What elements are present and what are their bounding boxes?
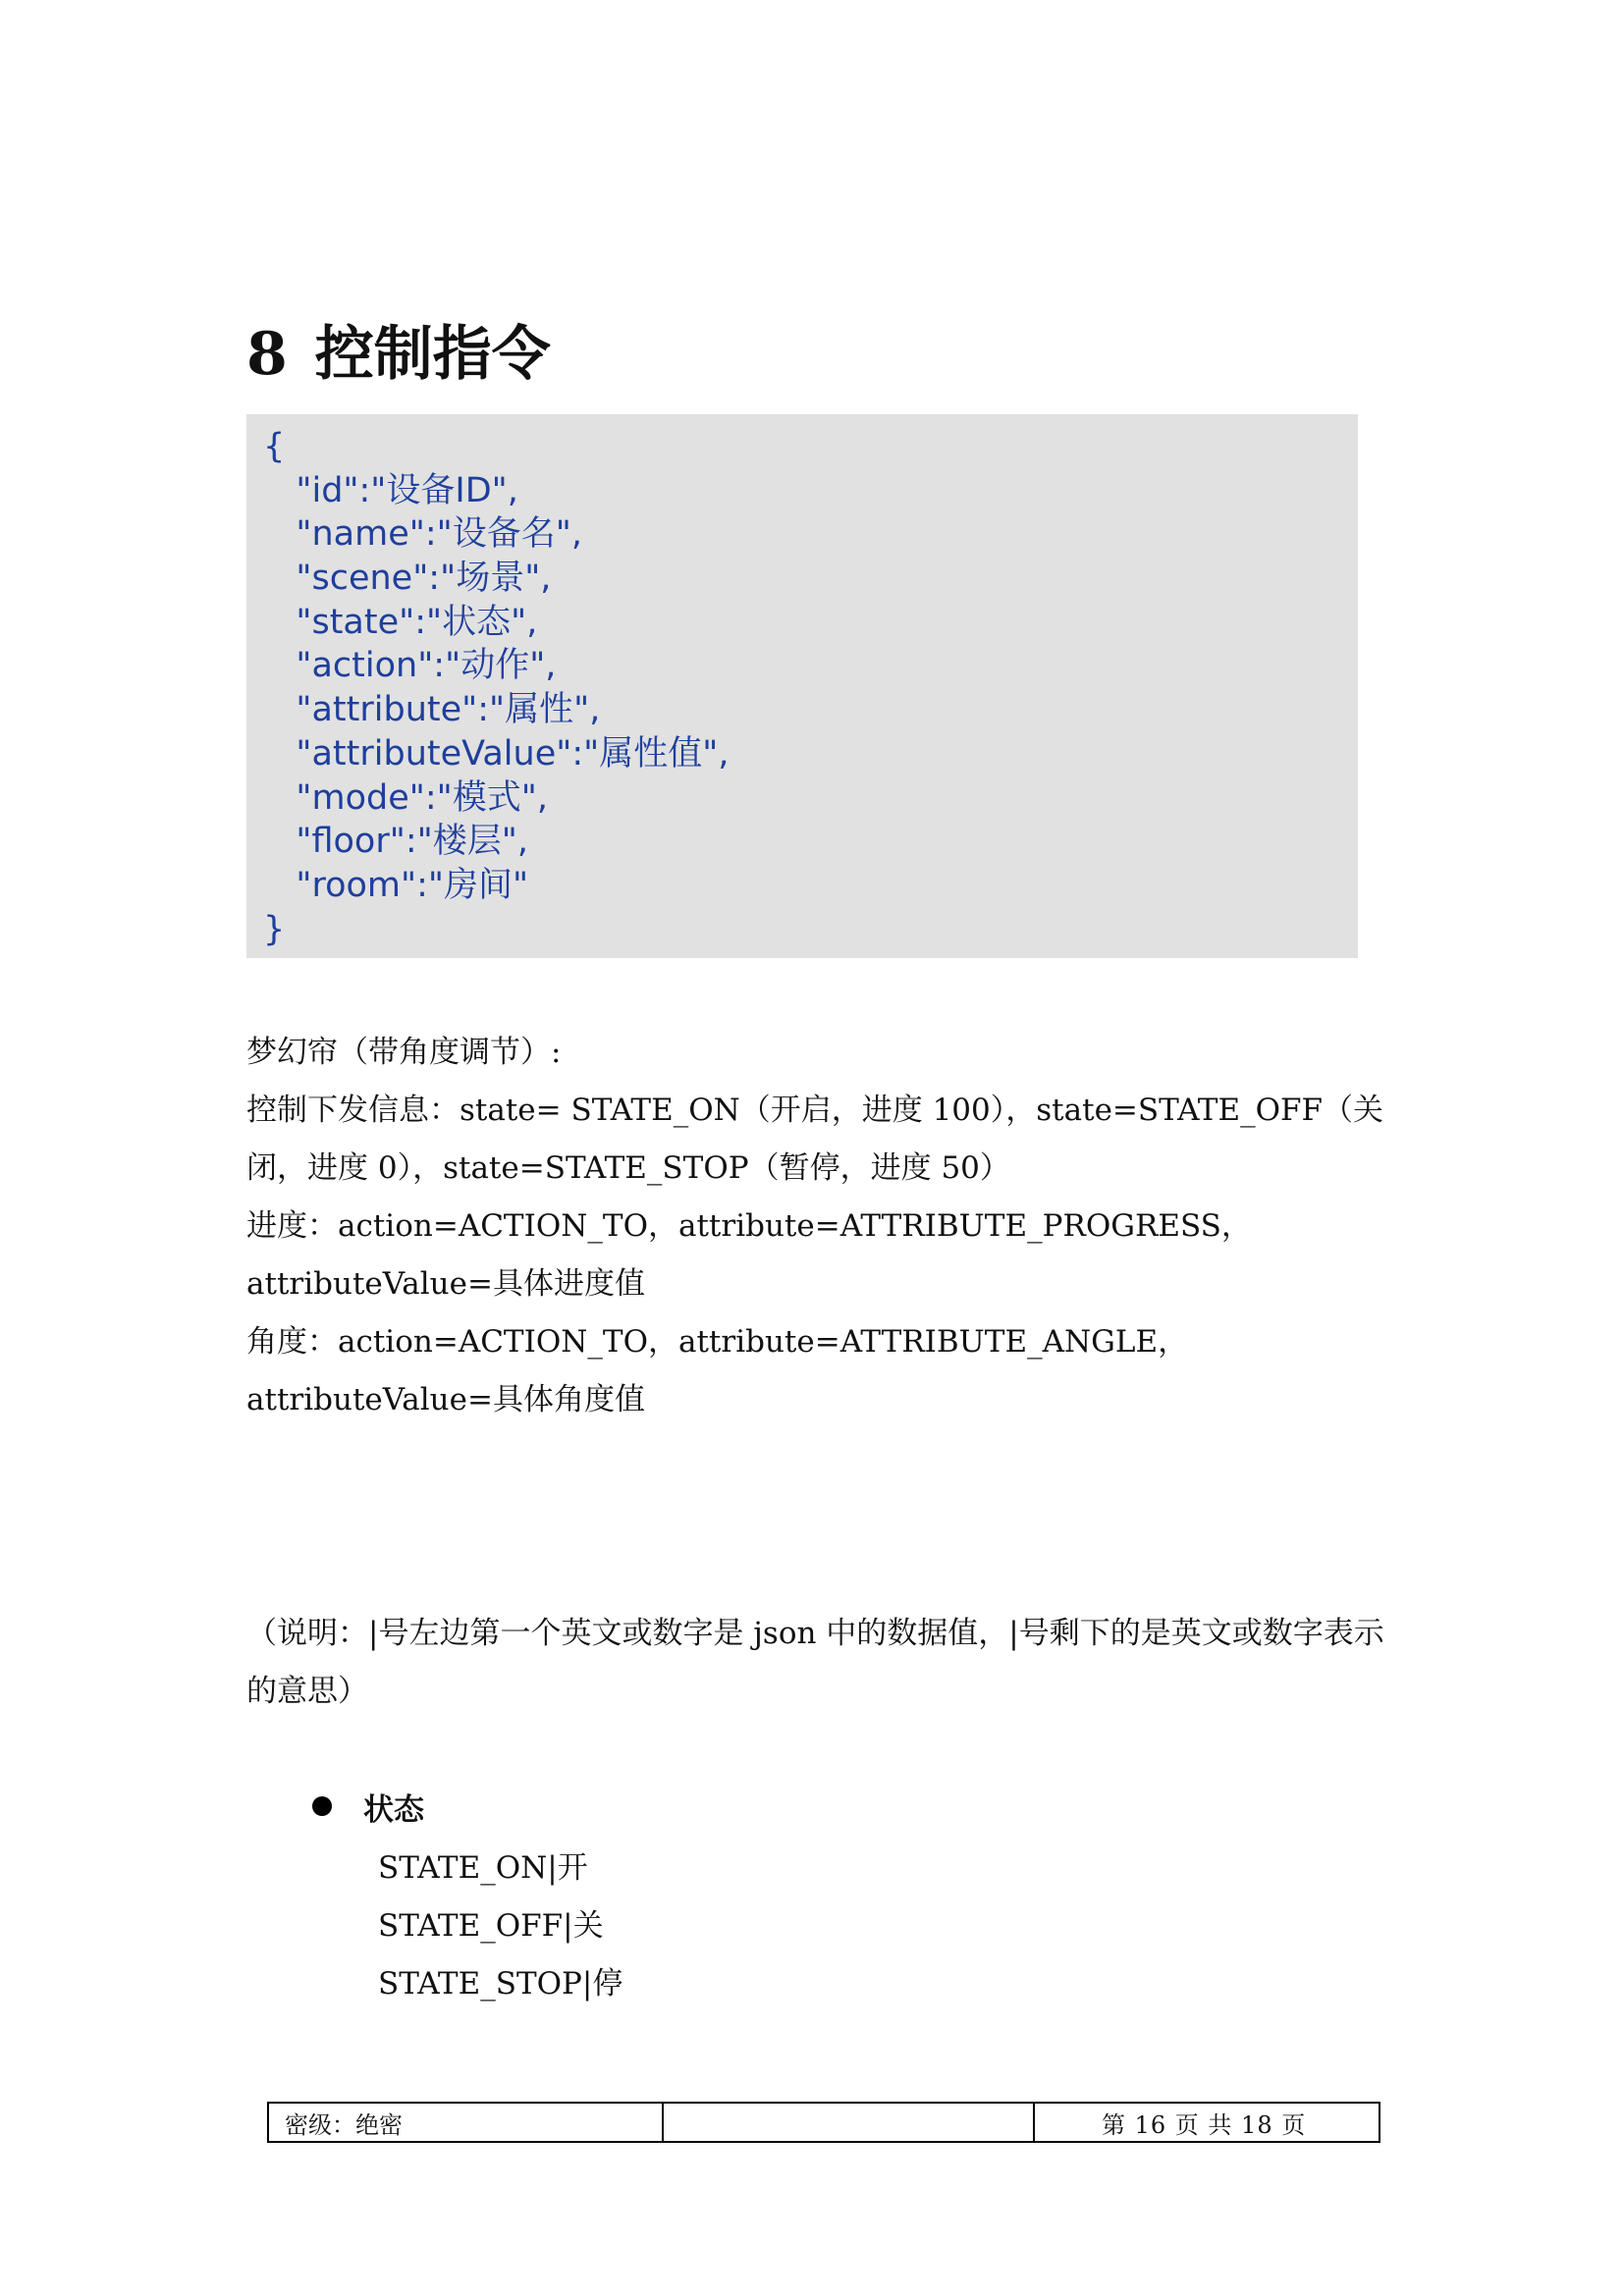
bullet-title: 状态 [363, 1791, 424, 1828]
code-line: "mode":"模式", [263, 777, 548, 818]
page-footer [267, 2102, 1380, 2143]
code-line: "name":"设备名", [263, 514, 582, 555]
code-line: } [263, 909, 286, 949]
section-title: 控制指令 [314, 320, 551, 389]
code-line: "scene":"场景", [263, 559, 552, 599]
body-text [246, 1024, 1405, 1429]
footer-classification: 密级：绝密 [269, 2104, 664, 2141]
note-paragraph: （说明：|号左边第一个英文或数字是 json 中的数据值，|号剩下的是英文或数字表示的意思） [246, 1616, 1384, 1709]
code-line: "state":"状态", [263, 602, 538, 642]
json-code-block [246, 414, 1358, 958]
code-line: "action":"动作", [263, 646, 557, 686]
body-paragraph-progress: 进度：action=ACTION_TO，attribute=ATTRIBUTE_PROGRESS，attributeValue=具体进度值 [246, 1208, 1252, 1302]
footer-middle-cell [664, 2104, 1035, 2141]
body-paragraph-control-info: 控制下发信息：state= STATE_ON（开启，进度 100），state=STATE_OFF（关闭，进度 0），state=STATE_STOP（暂停，进度 50） [246, 1093, 1384, 1186]
code-line: "attributeValue":"属性值", [263, 733, 730, 774]
list-item: STATE_STOP|停 [378, 1966, 623, 2002]
code-line: { [263, 427, 286, 466]
body-paragraph-angle: 角度：action=ACTION_TO，attribute=ATTRIBUTE_ANGLE，attributeValue=具体角度值 [246, 1324, 1189, 1417]
code-line: "id":"设备ID", [263, 470, 518, 510]
bullet-items [378, 1840, 1196, 2013]
section-heading [246, 310, 551, 399]
bullet-dot-icon [312, 1796, 332, 1816]
list-item: STATE_OFF|关 [378, 1908, 604, 1944]
code-line: "room":"房间" [263, 865, 529, 905]
list-item: STATE_ON|开 [378, 1850, 588, 1886]
note-text [246, 1605, 1405, 1721]
code-line: "floor":"楼层", [263, 822, 528, 862]
code-line: "attribute":"属性", [263, 690, 601, 730]
state-bullet-section [312, 1779, 1196, 2013]
section-number: 8 [246, 320, 288, 389]
body-paragraph-curtain-title: 梦幻帘（带角度调节）: [246, 1035, 562, 1070]
footer-page-info: 第 16 页 共 18 页 [1102, 2110, 1307, 2139]
bullet-heading [312, 1779, 1196, 1834]
